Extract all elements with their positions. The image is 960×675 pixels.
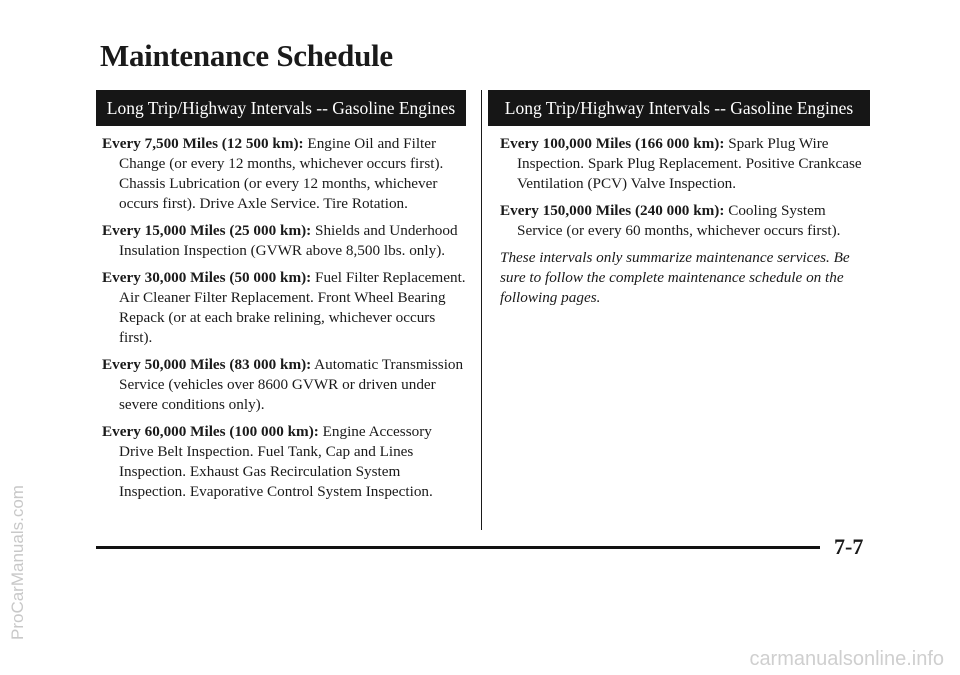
footer-watermark: carmanualsonline.info bbox=[749, 648, 944, 670]
interval-text: Cooling System Service (or every 60 months, whichever occurs first). bbox=[517, 202, 841, 239]
side-watermark: ProCarManuals.com bbox=[8, 485, 27, 640]
interval-label: Every 30,000 Miles (50 000 km): bbox=[102, 269, 312, 286]
interval-text: Engine Accessory Drive Belt Inspection. Fuel Tank, Cap and Lines Inspection. Exhaust Gas Recirculation System Inspection. Evaporative Control System Inspection. bbox=[119, 423, 433, 500]
footer-rule bbox=[96, 546, 820, 549]
right-section-header: Long Trip/Highway Intervals -- Gasoline Engines bbox=[488, 90, 870, 126]
interval-entry-150000 bbox=[500, 201, 870, 241]
left-column bbox=[102, 134, 467, 509]
interval-label: Every 15,000 Miles (25 000 km): bbox=[102, 222, 312, 239]
interval-entry-100000 bbox=[500, 134, 870, 194]
summary-note: These intervals only summarize maintenance services. Be sure to follow the complete maintenance schedule on the following pages. bbox=[500, 249, 850, 306]
interval-text: Fuel Filter Replacement. Air Cleaner Filter Replacement. Front Wheel Bearing Repack (or at each brake relining, whichever occurs first). bbox=[119, 269, 466, 346]
interval-text: Spark Plug Wire Inspection. Spark Plug Replacement. Positive Crankcase Ventilation (PCV) Valve Inspection. bbox=[517, 135, 862, 192]
interval-entry-60000 bbox=[102, 422, 467, 502]
interval-entry-30000 bbox=[102, 268, 467, 348]
interval-label: Every 50,000 Miles (83 000 km): bbox=[102, 356, 312, 373]
right-column bbox=[500, 134, 870, 308]
column-divider bbox=[481, 90, 482, 530]
left-section-header: Long Trip/Highway Intervals -- Gasoline Engines bbox=[96, 90, 466, 126]
interval-entry-15000 bbox=[102, 221, 467, 261]
interval-entry-50000 bbox=[102, 355, 467, 415]
interval-label: Every 60,000 Miles (100 000 km): bbox=[102, 423, 319, 440]
interval-text: Engine Oil and Filter Change (or every 12 months, whichever occurs first). Chassis Lubrication (or every 12 months, whichever occurs first). Drive Axle Service. Tire Rotation. bbox=[119, 135, 444, 212]
page-number: 7-7 bbox=[834, 534, 864, 559]
page-title: Maintenance Schedule bbox=[100, 38, 393, 73]
interval-entry-7500 bbox=[102, 134, 467, 214]
interval-text: Automatic Transmission Service (vehicles over 8600 GVWR or driven under severe conditions only). bbox=[119, 356, 464, 413]
interval-text: Shields and Underhood Insulation Inspection (GVWR above 8,500 lbs. only). bbox=[119, 222, 458, 259]
interval-label: Every 150,000 Miles (240 000 km): bbox=[500, 202, 725, 219]
interval-label: Every 100,000 Miles (166 000 km): bbox=[500, 135, 725, 152]
interval-label: Every 7,500 Miles (12 500 km): bbox=[102, 135, 304, 152]
